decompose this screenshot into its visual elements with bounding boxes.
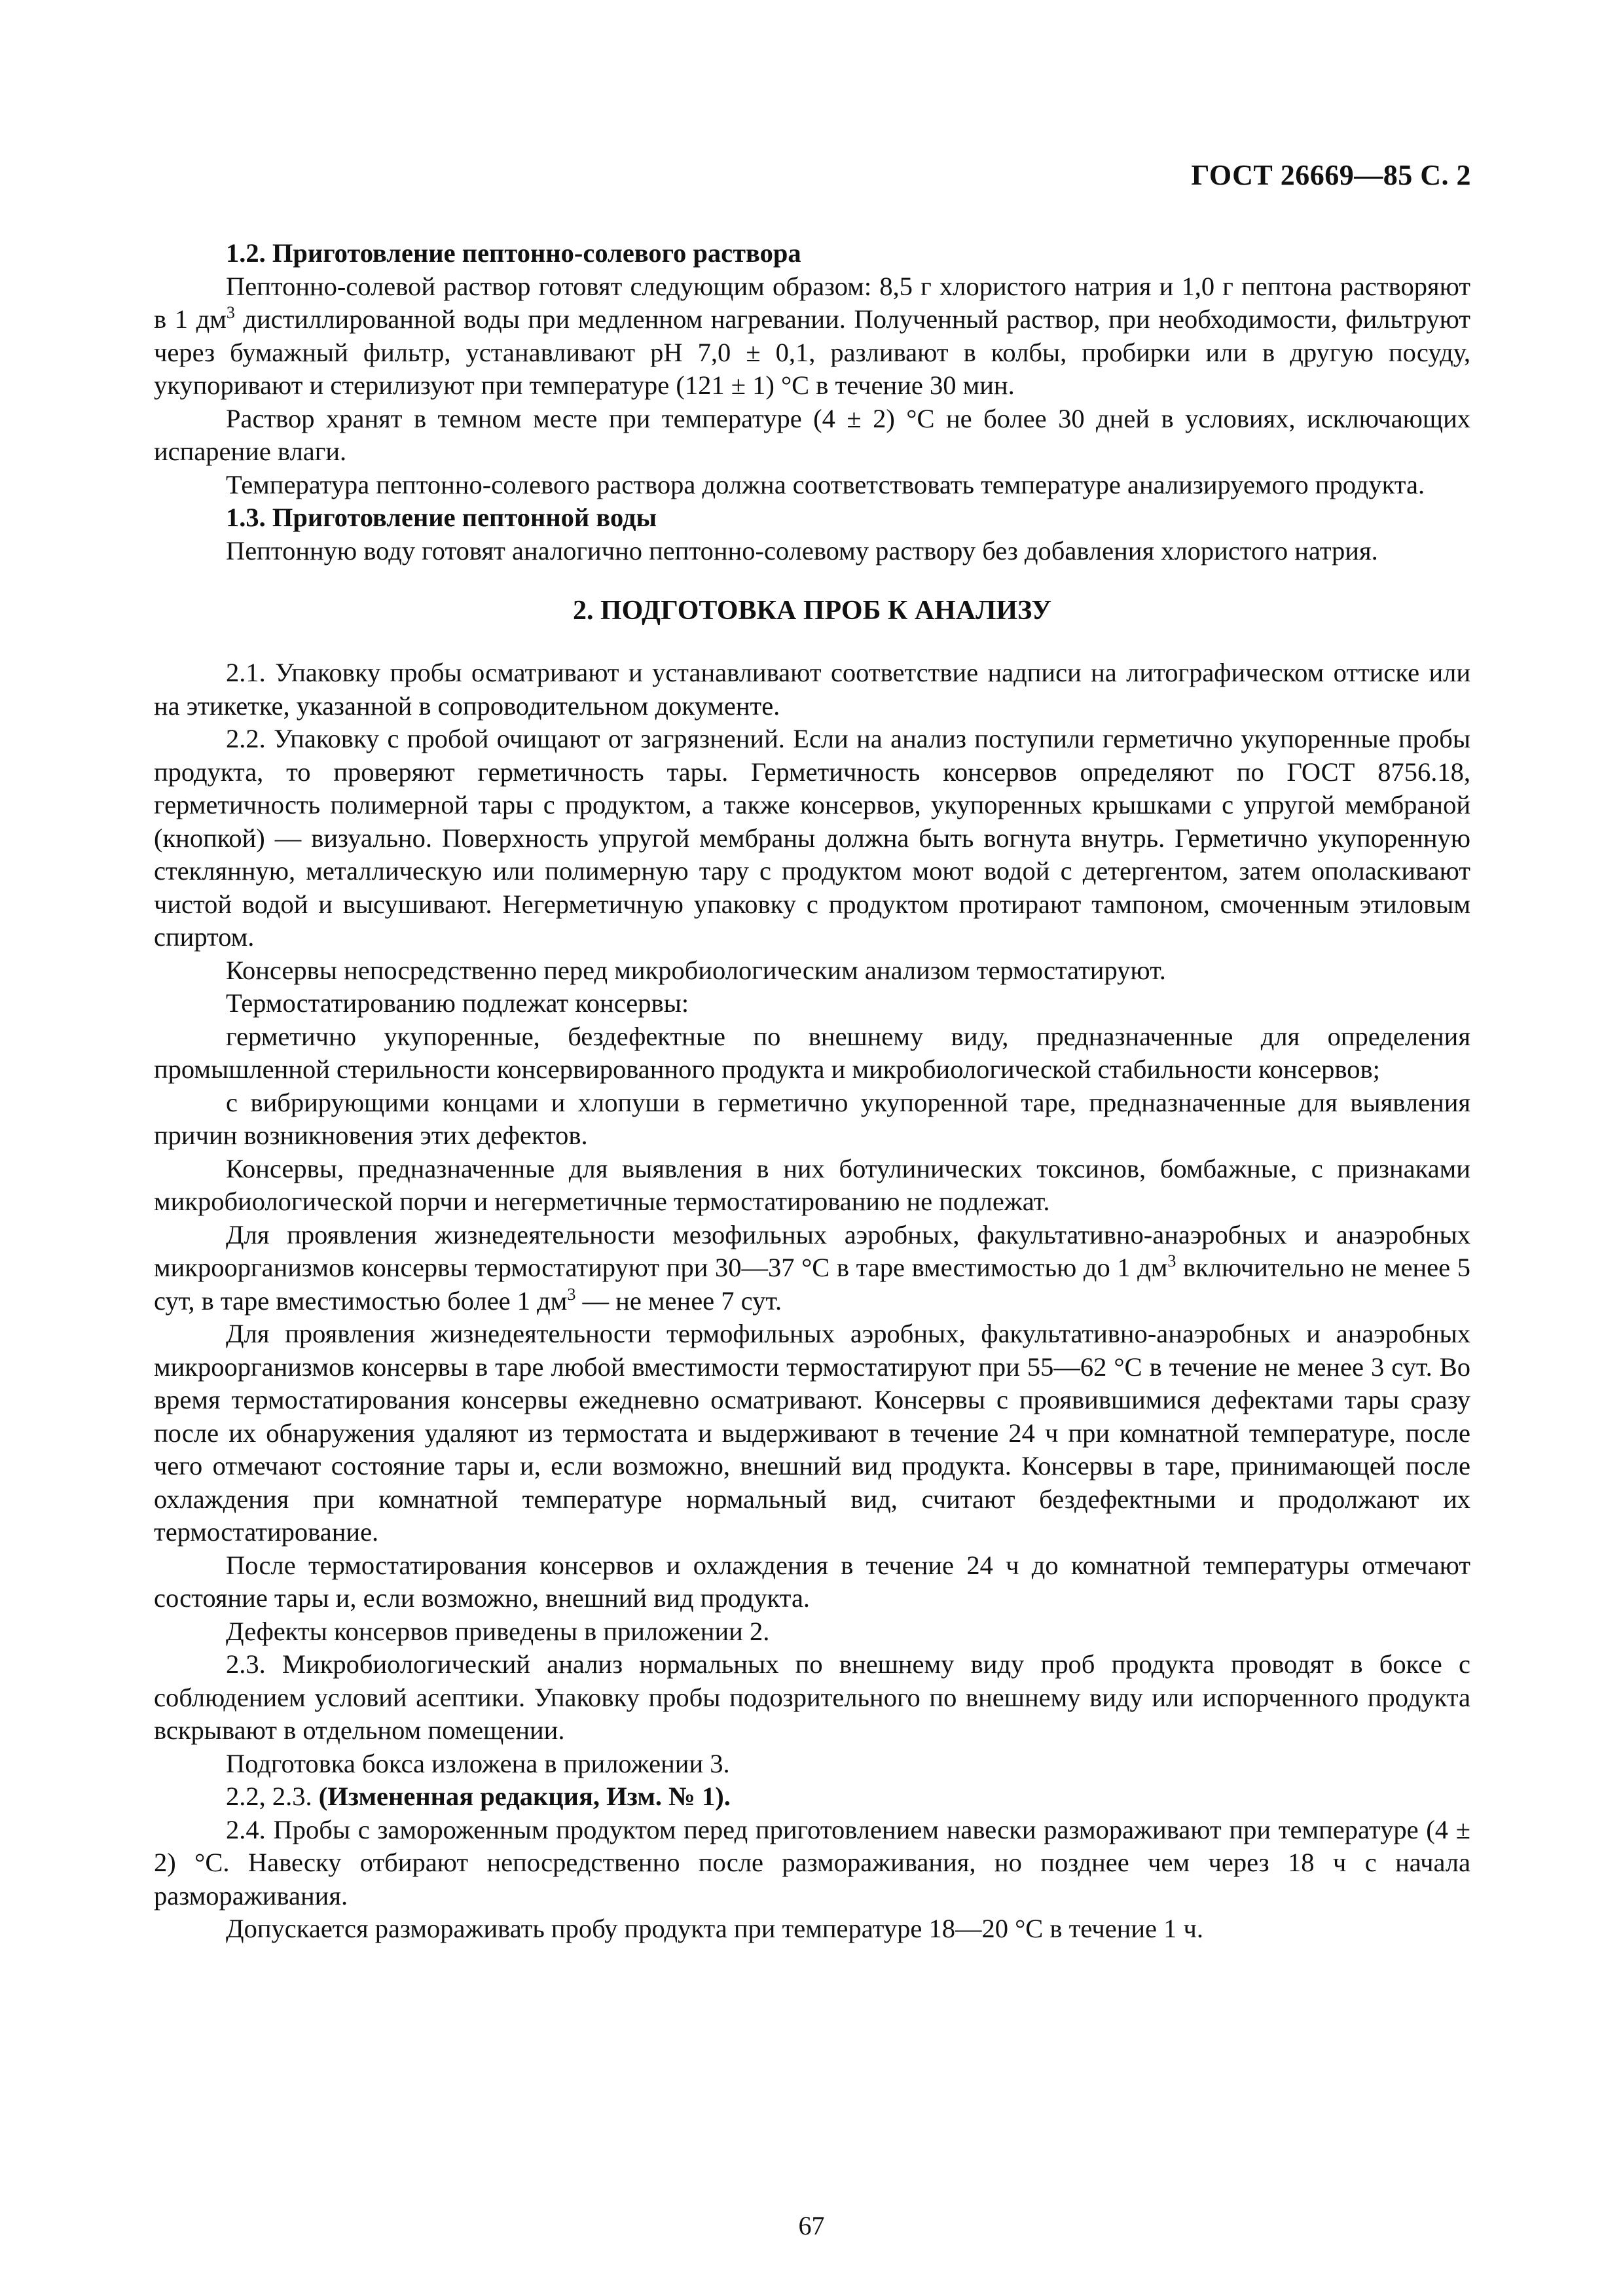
paragraph: После термостатирования консервов и охлаждения в течение 24 ч до комнатной температуры отмечают состояние тары и, если возможно, внешний вид продукта. [154,1550,1470,1613]
text-run: Пептонно-солевой раствор готовят следующим образом: 8,5 г хлористого натрия и 1,0 г пептона растворяют в 1 дм [154,271,1470,334]
section-1-2-heading: 1.2. Приготовление пептонно-солевого раствора [226,238,801,268]
text-run: включительно не менее 5 сут, в таре вместимостью более 1 дм [154,1253,1470,1316]
paragraph: Для проявления жизнедеятельности термофильных аэробных, факультативно-анаэробных и анаэробных микроорганизмов консервы в таре любой вместимости термостатируют при 55—62 °С в течение не менее 3 сут. Во время термостатирования консервы ежедневно осматривают. Консервы с проявившимися дефектами тары сразу после их обнаружения удаляют из термостата и выдерживают в течение 24 ч при комнатной температуре, после чего отмечают состояние тары и, если возможно, внешний вид продукта. Консервы в таре, принимающей после охлаждения при комнатной температуре нормальный вид, считают бездефектными и продолжают их термостатирование. [154,1319,1470,1547]
paragraph: Температура пептонно-солевого раствора должна соответствовать температуре анализируемого продукта. [226,469,1425,499]
paragraph: Допускается размораживать пробу продукта при температуре 18—20 °С в течение 1 ч. [226,1914,1204,1943]
paragraph: 2.3. Микробиологический анализ нормальных по внешнему виду проб продукта проводят в боксе с соблюдением условий асептики. Упаковку пробы подозрительного по внешнему виду или испорченного продукта вскрывают в отдельном помещении. [154,1649,1470,1745]
section-2-heading: 2. ПОДГОТОВКА ПРОБ К АНАЛИЗУ [572,596,1052,626]
text-run: 2.2, 2.3. [226,1782,319,1811]
paragraph: с вибрирующими концами и хлопуши в герметично укупоренной таре, предназначенные для выявления причин возникновения этих дефектов. [154,1087,1470,1150]
paragraph: Подготовка бокса изложена в приложении 3. [226,1748,730,1778]
document-body [154,237,1470,1946]
text-run: Для проявления жизнедеятельности мезофильных аэробных, факультативно-анаэробных и анаэробных микроорганизмов консервы термостатируют при 30—37 °С в таре вместимостью до 1 дм [154,1219,1470,1282]
superscript: 3 [1167,1251,1176,1270]
text-run: дистиллированной воды при медленном нагревании. Полученный раствор, при необходимости, фильтруют через бумажный фильтр, устанавливают рН 7,0 ± 0,1, разливают в колбы, пробирки или в другую посуду, укупоривают и стерилизуют при температуре (121 ± 1) °С в течение 30 мин. [154,304,1471,400]
paragraph: Раствор хранят в темном месте при температуре (4 ± 2) °С не более 30 дней в условиях, исключающих испарение влаги. [154,403,1470,466]
section-1-3-heading: 1.3. Приготовление пептонной воды [226,503,657,532]
paragraph [154,1219,1470,1318]
page-header: ГОСТ 26669—85 С. 2 [1191,159,1471,191]
paragraph: Дефекты консервов приведены в приложении 2. [226,1616,770,1646]
superscript: 3 [567,1284,576,1304]
superscript: 3 [226,303,235,322]
edition-note [154,1780,1470,1814]
paragraph: Консервы, предназначенные для выявления в них ботулинических токсинов, бомбажные, с признаками микробиологической порчи и негерметичные термостатированию не подлежат. [154,1153,1470,1216]
paragraph [154,270,1470,403]
paragraph: 2.2. Упаковку с пробой очищают от загрязнений. Если на анализ поступили герметично укупоренные пробы продукта, то проверяют герметичность тары. Герметичность консервов определяют по ГОСТ 8756.18, герметичность полимерной тары с продуктом, а также консервов, укупоренных крышками с упругой мембраной (кнопкой) — визуально. Поверхность упругой мембраны должна быть вогнута внутрь. Герметично укупоренную стеклянную, металлическую или полимерную тару с продуктом моют водой с детергентом, затем ополаскивают чистой водой и высушивают. Негерметичную упаковку с продуктом протирают тампоном, смоченным этиловым спиртом. [154,724,1470,952]
paragraph: Консервы непосредственно перед микробиологическим анализом термостатируют. [226,955,1166,985]
page-number: 67 [798,2211,825,2240]
paragraph: Пептонную воду готовят аналогично пептонно-солевому раствору без добавления хлористого натрия. [226,535,1378,565]
text-run: — не менее 7 сут. [575,1285,782,1316]
paragraph: герметично укупоренные, бездефектные по внешнему виду, предназначенные для определения промышленной стерильности консервированного продукта и микробиологической стабильности консервов; [154,1021,1470,1084]
edition-note-bold: (Измененная редакция, Изм. № 1). [318,1782,731,1811]
paragraph: 2.4. Пробы с замороженным продуктом перед приготовлением навески размораживают при температуре (4 ± 2) °С. Навеску отбирают непосредственно после размораживания, но позднее чем через 18 ч с начала размораживания. [154,1814,1470,1910]
paragraph: Термостатированию подлежат консервы: [226,988,689,1018]
paragraph: 2.1. Упаковку пробы осматривают и устанавливают соответствие надписи на литографическом оттиске или на этикетке, указанной в сопроводительном документе. [154,658,1470,721]
